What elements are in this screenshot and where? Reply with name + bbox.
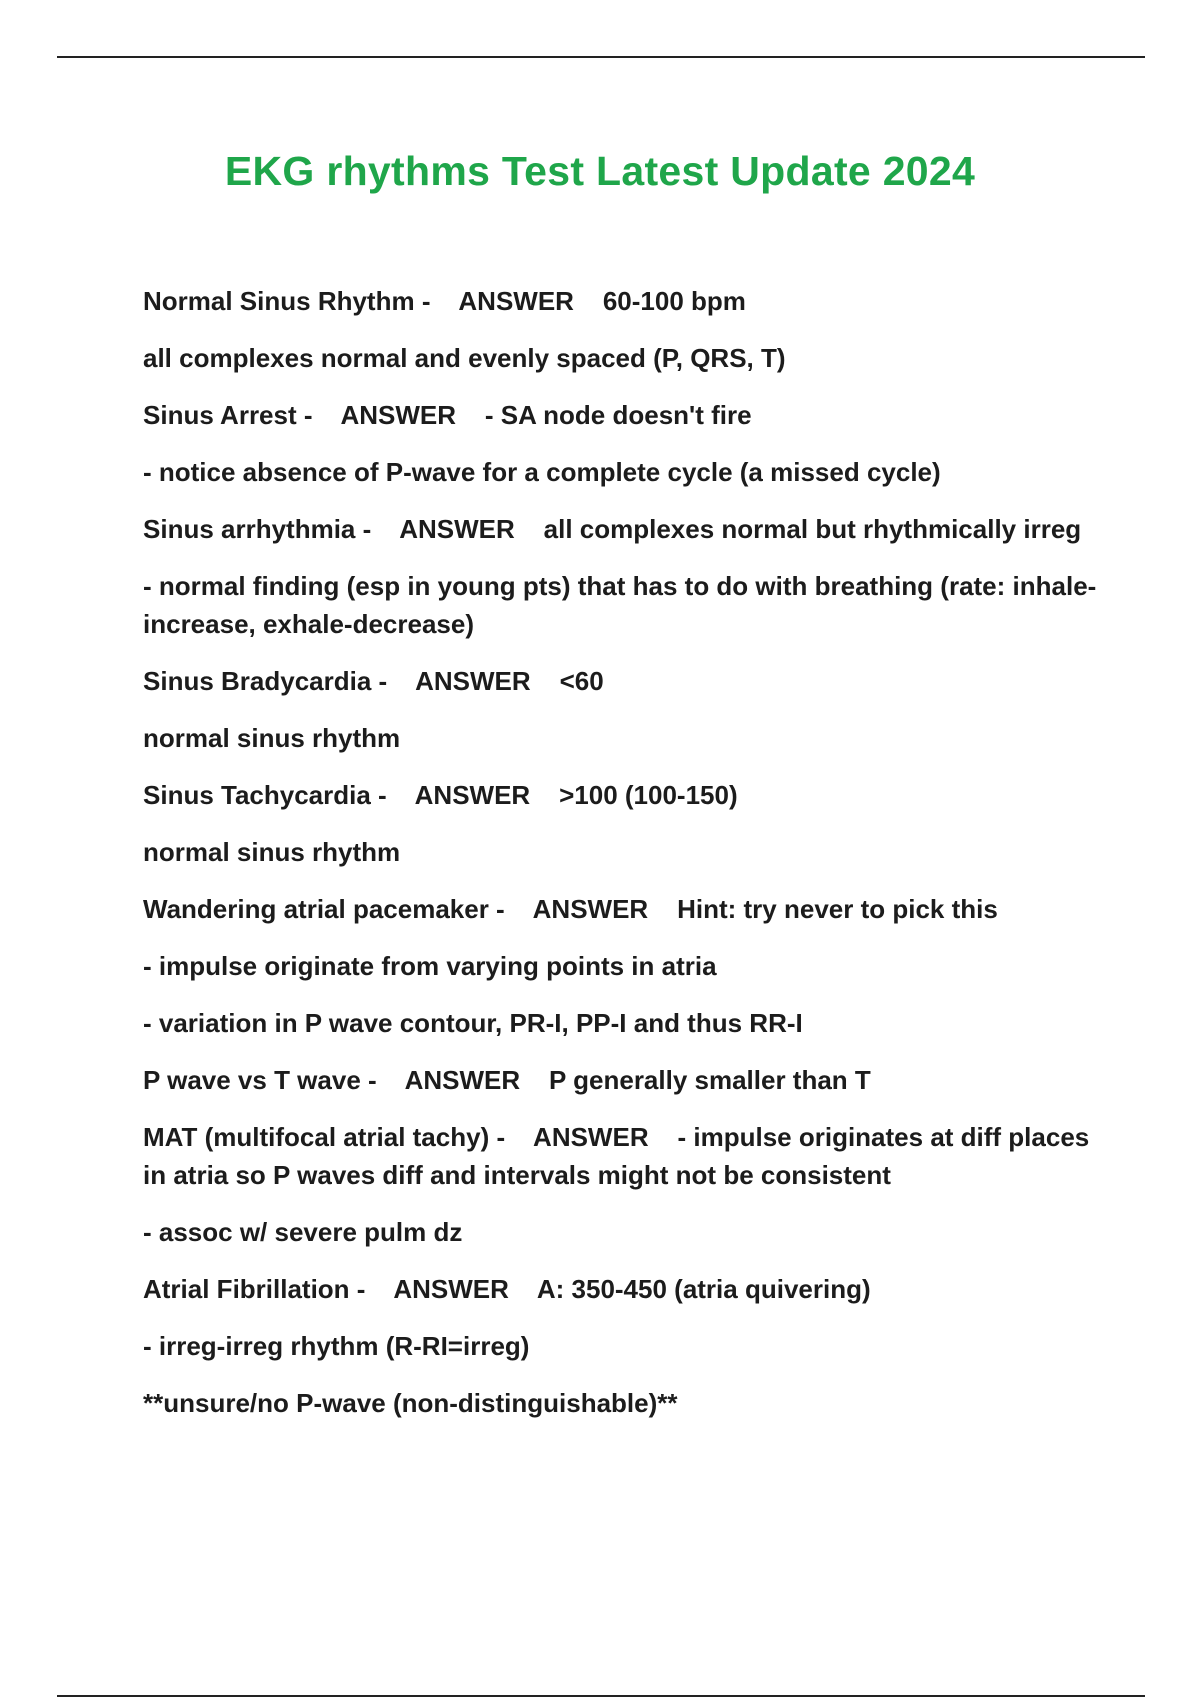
text-line: all complexes normal and evenly spaced (P, QRS, T) — [143, 343, 786, 373]
text-line: normal sinus rhythm — [143, 837, 401, 867]
page-title: EKG rhythms Test Latest Update 2024 — [224, 148, 976, 194]
text-line: - normal finding (esp in young pts) that has to do with breathing (rate: inhale-increase, exhale-decrease) — [143, 571, 1097, 639]
text-line: - assoc w/ severe pulm dz — [143, 1217, 463, 1247]
text-line: MAT (multifocal atrial tachy) - ANSWER - impulse originates at diff places in atria so P waves diff and intervals might not be consistent — [143, 1122, 1097, 1190]
text-line: normal sinus rhythm — [143, 723, 401, 753]
text-line: - impulse originate from varying points in atria — [143, 951, 717, 981]
text-line: Sinus Bradycardia - ANSWER <60 — [143, 666, 604, 696]
text-line: - variation in P wave contour, PR-I, PP-I and thus RR-I — [143, 1008, 803, 1038]
document-body — [143, 282, 1098, 1441]
text-line: - irreg-irreg rhythm (R-RI=irreg) — [143, 1331, 530, 1361]
text-line: Sinus arrhythmia - ANSWER all complexes normal but rhythmically irreg — [143, 514, 1082, 544]
text-line: - notice absence of P-wave for a complete cycle (a missed cycle) — [143, 457, 941, 487]
bottom-divider — [57, 1695, 1145, 1697]
text-line: Sinus Tachycardia - ANSWER >100 (100-150) — [143, 780, 738, 810]
text-line: **unsure/no P-wave (non-distinguishable)** — [143, 1388, 678, 1418]
text-line: Wandering atrial pacemaker - ANSWER Hint: try never to pick this — [143, 894, 998, 924]
text-line: P wave vs T wave - ANSWER P generally smaller than T — [143, 1065, 871, 1095]
top-divider — [57, 56, 1145, 58]
text-line: Sinus Arrest - ANSWER - SA node doesn't fire — [143, 400, 752, 430]
text-line: Atrial Fibrillation - ANSWER A: 350-450 (atria quivering) — [143, 1274, 871, 1304]
text-line: Normal Sinus Rhythm - ANSWER 60-100 bpm — [143, 286, 746, 316]
